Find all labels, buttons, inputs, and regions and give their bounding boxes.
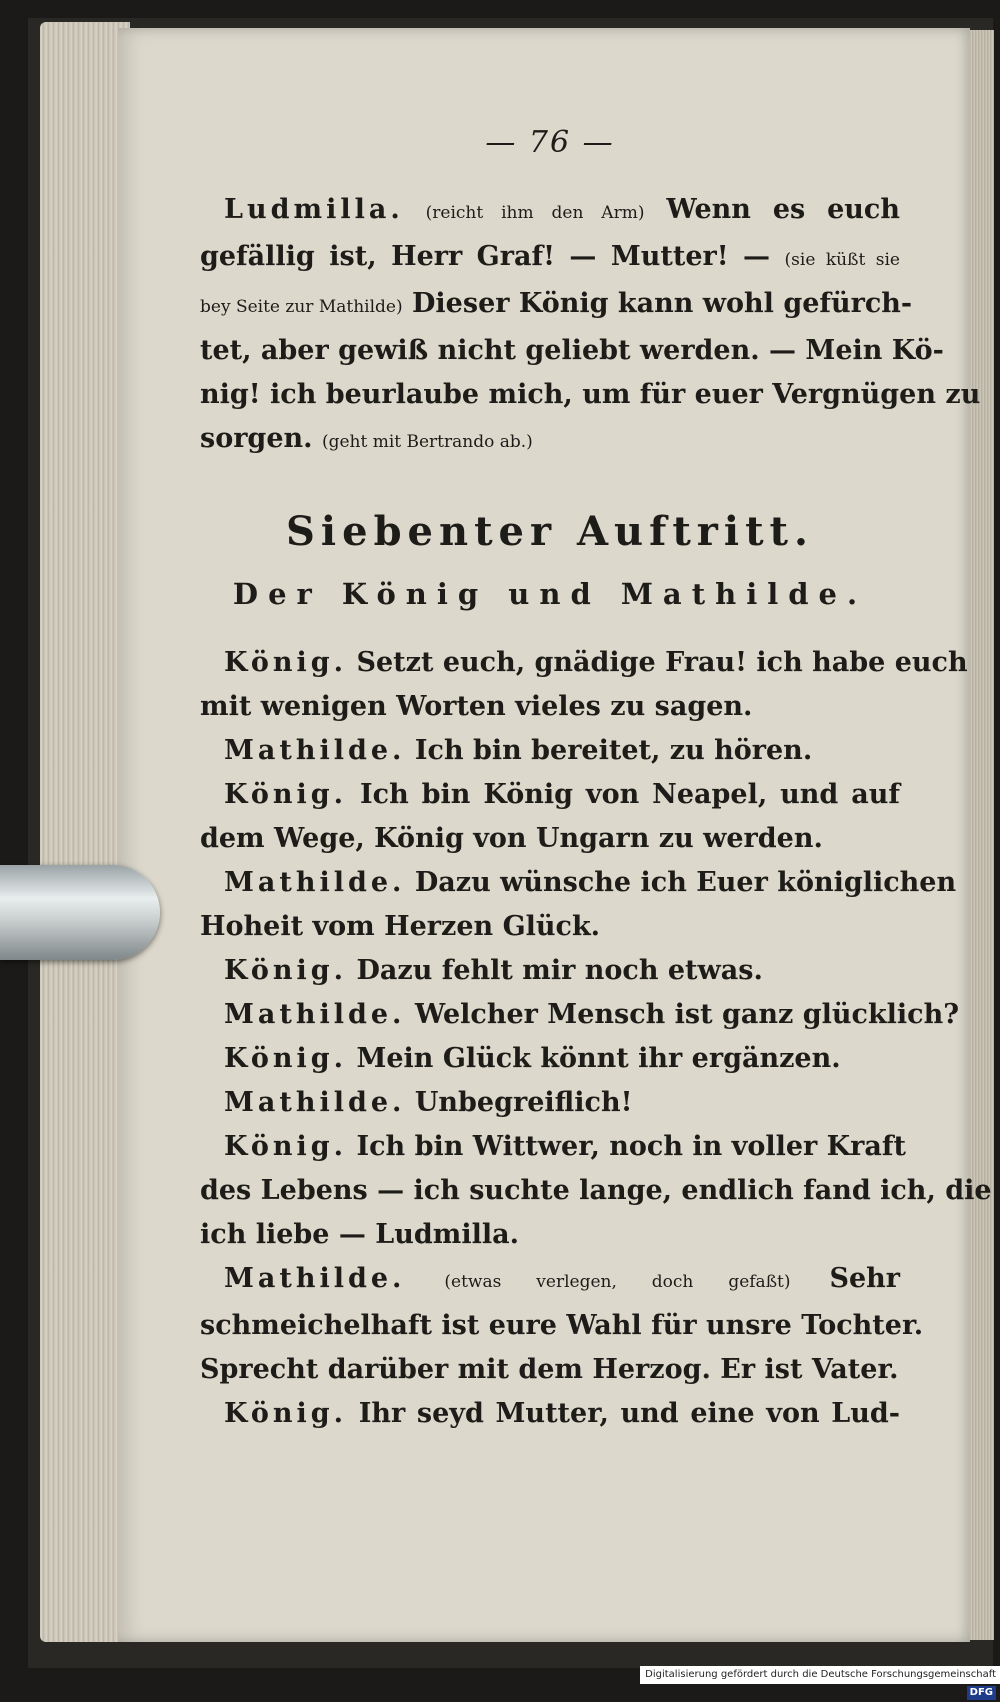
speaker-name: König. [224,1131,348,1162]
speaker-name: König. [224,779,348,810]
line-text: mit wenigen Worten vieles zu sagen. [200,691,753,722]
text-line [200,949,900,993]
speaker-name: Mathilde. [224,999,406,1030]
line-text: Setzt euch, gnädige Frau! ich habe euch [356,647,968,678]
page-stack-right [970,30,994,1640]
stage-direction: bey Seite zur Mathilde) [200,297,403,317]
line-text: ich liebe — Ludmilla. [200,1219,520,1250]
text-line [200,641,968,685]
stage-direction: (geht mit Bertrando ab.) [321,432,533,452]
line-text: gefällig ist, Herr Graf! — Mutter! — [200,241,771,272]
text-line [200,861,957,905]
line-text: Mein Glück könnt ihr ergänzen. [356,1043,841,1074]
text-line [200,685,900,729]
text-line [200,1037,900,1081]
text-line [200,1392,900,1436]
speaker-name: König. [224,1398,348,1429]
text-line [200,1169,992,1213]
page-holder-clip [0,865,160,960]
page-text [200,125,992,1436]
digitization-footer [640,1666,1000,1698]
line-text: Dazu wünsche ich Euer königlichen [414,867,957,898]
opening-paragraph [200,188,981,464]
footer-text: Digitalisierung gefördert durch die Deutsche Forschungsgemeinschaft - [645,1669,996,1698]
line-text: Ich bin bereitet, zu hören. [414,735,813,766]
line-text: Ich bin Wittwer, noch in voller Kraft [356,1131,906,1162]
line-text: Hoheit vom Herzen Glück. [200,911,601,942]
speaker-name: Mathilde. [224,1087,406,1118]
text-line [200,188,900,235]
line-text: schmeichelhaft ist eure Wahl für unsre Tochter. [200,1310,924,1341]
speaker-name: Mathilde. [224,867,406,898]
text-line [200,993,960,1037]
text-line [200,1081,900,1125]
line-text: des Lebens — ich suchte lange, endlich fand ich, die [200,1175,992,1206]
line-text: Ich bin König von Neapel, und auf [360,779,900,810]
text-line [200,1257,900,1304]
dfg-logo: DFG [967,1686,996,1700]
text-line [200,1125,906,1169]
scene-persons: Der König und Mathilde. [232,577,868,611]
text-line [200,729,900,773]
line-text: nig! ich beurlaube mich, um für euer Vergnügen zu [200,379,981,410]
speaker-name: König. [224,647,348,678]
line-text: Welcher Mensch ist ganz glücklich? [414,999,960,1030]
line-text: Sprecht darüber mit dem Herzog. Er ist Vater. [200,1354,899,1385]
text-line [200,282,913,329]
text-line [200,1213,900,1257]
text-line [200,817,900,861]
speaker-name: Mathilde. [224,735,406,766]
text-line [200,235,900,282]
text-line [200,1304,924,1348]
scene-heading: Siebenter Auftritt. [286,508,814,555]
speaker-name: Mathilde. [224,1263,406,1294]
text-line [200,417,900,464]
text-line [200,773,900,817]
line-text: dem Wege, König von Ungarn zu werden. [200,823,823,854]
text-line [200,1348,900,1392]
line-text: Dazu fehlt mir noch etwas. [356,955,763,986]
stage-direction: (sie küßt sie [784,250,900,270]
text-line [200,905,900,949]
stage-direction: (reicht ihm den Arm) [425,203,645,223]
speaker-name: Ludmilla. [224,194,404,225]
line-text: sorgen. [200,423,313,454]
speaker-name: König. [224,1043,348,1074]
line-text: Dieser König kann wohl gefürch- [412,288,913,319]
line-text: Ihr seyd Mutter, und eine von Lud- [358,1398,900,1429]
speaker-name: König. [224,955,348,986]
line-text: Wenn es euch [666,194,900,225]
text-line [200,373,981,417]
line-text: Unbegreiflich! [414,1087,633,1118]
text-line [200,329,944,373]
page-number: — 76 — [485,125,615,160]
page-stack-left [40,22,130,1642]
line-text: Sehr [829,1263,900,1294]
line-text: tet, aber gewiß nicht geliebt werden. — Mein Kö- [200,335,944,366]
dialogue [200,641,992,1436]
stage-direction: (etwas verlegen, doch gefaßt) [444,1272,791,1292]
